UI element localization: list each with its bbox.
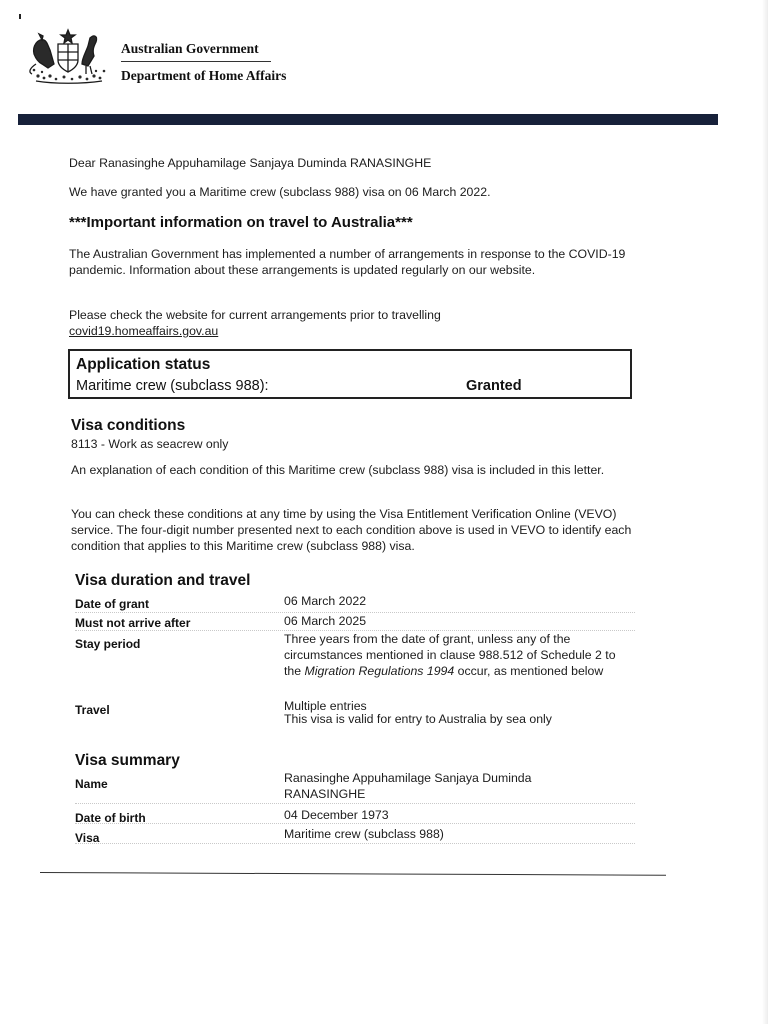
- application-status-title: Application status: [76, 356, 211, 373]
- salutation: Dear Ranasinghe Appuhamilage Sanjaya Duminda RANASINGHE: [69, 156, 432, 170]
- name-value: Ranasinghe Appuhamilage Sanjaya Duminda RANASINGHE: [284, 771, 532, 801]
- application-status-label: Maritime crew (subclass 988):: [76, 378, 269, 394]
- application-status-value: Granted: [466, 378, 522, 394]
- scan-edge-shadow: [762, 0, 768, 1024]
- visa-summary-heading: Visa summary: [75, 752, 180, 769]
- date-of-grant-label: Date of grant: [75, 597, 150, 611]
- scan-mark: [19, 14, 21, 19]
- travel-entries-value: Multiple entries: [284, 699, 367, 713]
- government-name: Australian Government: [121, 41, 259, 56]
- stay-period-label: Stay period: [75, 637, 141, 651]
- travel-validity-value: This visa is valid for entry to Australia by sea only: [284, 712, 552, 726]
- stay-period-value: Three years from the date of grant, unless any of the circumstances mentioned in clause 988.512 of Schedule 2 to the Migration Regulations 1994 occur, as mentioned below: [284, 632, 616, 678]
- covid-website-link[interactable]: covid19.homeaffairs.gov.au: [69, 324, 219, 338]
- visa-duration-heading: Visa duration and travel: [75, 572, 251, 589]
- visa-conditions-heading: Visa conditions: [71, 417, 186, 434]
- row-divider: [75, 823, 635, 824]
- logo-divider: [121, 61, 271, 62]
- coat-of-arms-icon: [24, 24, 112, 86]
- date-of-birth-label: Date of birth: [75, 811, 146, 825]
- row-divider: [75, 803, 635, 804]
- date-of-grant-value: 06 March 2022: [284, 594, 367, 608]
- conditions-explanation: An explanation of each condition of this Maritime crew (subclass 988) visa is included in this letter.: [71, 463, 605, 477]
- must-not-arrive-after-value: 06 March 2025: [284, 614, 367, 628]
- name-label: Name: [75, 777, 108, 791]
- travel-label: Travel: [75, 703, 110, 717]
- visa-value: Maritime crew (subclass 988): [284, 827, 444, 841]
- row-divider: [75, 843, 635, 844]
- date-of-birth-value: 04 December 1973: [284, 808, 389, 822]
- important-heading: ***Important information on travel to Australia***: [69, 214, 413, 231]
- header-band: [18, 114, 718, 125]
- must-not-arrive-after-label: Must not arrive after: [75, 616, 191, 630]
- granted-line: We have granted you a Maritime crew (subclass 988) visa on 06 March 2022.: [69, 185, 491, 199]
- footer-rule: [40, 872, 666, 876]
- application-status-box: [68, 349, 632, 399]
- visa-label: Visa: [75, 831, 100, 845]
- vevo-paragraph: You can check these conditions at any time by using the Visa Entitlement Verification Online (VEVO) service. The four-digit number presented next to each condition above is used in VEVO to identify each condition that applies to this Maritime crew (subclass 988) visa.: [71, 507, 632, 553]
- check-website-text: Please check the website for current arrangements prior to travelling: [69, 308, 441, 322]
- covid-paragraph: The Australian Government has implemented a number of arrangements in response to the COVID-19 pandemic. Information about these arrangements is updated regularly on our website.: [69, 247, 626, 277]
- visa-condition-item: 8113 - Work as seacrew only: [71, 437, 229, 451]
- department-name: Department of Home Affairs: [121, 68, 287, 83]
